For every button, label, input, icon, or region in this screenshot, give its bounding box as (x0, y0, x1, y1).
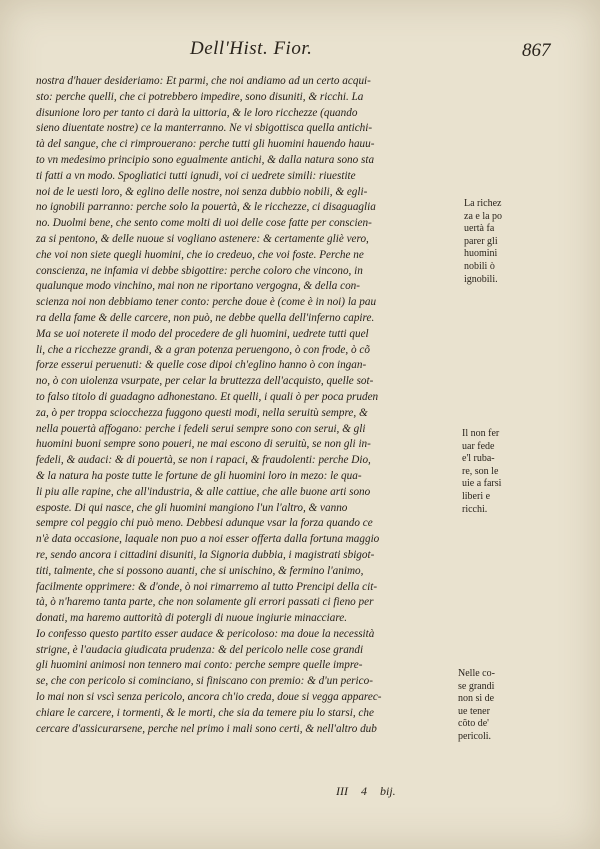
side-note-line: re, son le (462, 465, 499, 477)
text-line: qualunque modo vinchino, mai non ne riportano vergogna, & della con- (36, 280, 360, 293)
text-line: li, che a ricchezze grandi, & a gran potenza peruengono, ò con frode, ò cõ (36, 343, 370, 356)
side-note-line: uie a farsi (462, 478, 502, 490)
text-line: se, che con pericolo si cominciano, si finiscano con premio: & d'un perico- (36, 675, 373, 688)
side-note-line: cõto de' (458, 718, 489, 730)
text-line: & la natura ha poste tutte le fortune de gli huomini loro in mezo: le qua- (36, 469, 362, 482)
side-note-line: parer gli (464, 235, 498, 247)
text-line: disunione loro per tanto ci darà la uittoria, & le loro ricchezze (quando (36, 106, 358, 119)
text-line: cercare d'assicurarsene, perche nel primo i mali sono certi, & nell'altro dub (36, 722, 377, 735)
text-line: Ma se uoi noterete il modo del procedere de gli huomini, uedrete tutti quel (36, 327, 369, 340)
text-line: tà, ò n'haremo tanta parte, che non solamente gli errori passati ci fieno per (36, 596, 374, 609)
text-line: lo mai non si vscì senza pericolo, ancora ch'io creda, doue si vegga appareс- (36, 691, 382, 704)
text-line: chiare le carcere, i tormenti, & le morti, che sia da temere piu lo starsi, che (36, 706, 374, 719)
signature-mark: III 4 bij. (336, 784, 396, 798)
side-note-line: ue tener (458, 705, 490, 717)
text-line: sempre col peggio chi può meno. Debbesi adunque vsar la forza quando ce (36, 517, 373, 530)
text-line: re, sendo ancora i cittadini disuniti, la Signoria dubbia, i magistrati sbigot- (36, 548, 375, 561)
text-line: no ignobili parranno: perche solo la pouertà, & le ricchezze, ci disaguaglia (36, 201, 376, 214)
text-line: no, ò con uiolenza vsurpate, per celar la bruttezza dell'acquisto, quelle sot- (36, 375, 374, 388)
page-number: 867 (522, 40, 551, 61)
side-note-danger (458, 668, 514, 744)
side-note-line: Il non fer (462, 428, 500, 439)
text-line: tà del sangue, che ci rimprouerano: perche tutti gli huomini hauendo hauu- (36, 138, 375, 151)
side-note-line: Nelle co- (458, 668, 495, 679)
text-line: sieno diuentate nostre) ce la manterranno. Ne vi sbigottisca quella antichi- (36, 122, 373, 135)
text-line: nella pouertà affogano: perche i fedeli serui sempre sono con serui, & gli (36, 422, 366, 435)
side-note-line: e'l ruba- (462, 453, 495, 465)
text-line: facilmente opprimere: & d'onde, ò noi rimarremo al tutto Prencipi della cit- (36, 580, 378, 593)
text-line: za si pentono, & delle nuoue si vogliano astenere: & certamente gliè vero, (36, 232, 369, 245)
text-line: to falso titolo di guadagno adhonestano. Et quelli, i quali ò per poca pruden (36, 390, 379, 403)
text-line: strigne, è l'audacia giudicata prudenza: & del pericolo nelle cose grandi (36, 643, 364, 656)
text-line: Io confesso questo partito esser audace & pericoloso: ma doue la necessità (36, 627, 375, 640)
side-note-line: ignobili. (464, 273, 498, 285)
side-note-line: liberi e (462, 490, 491, 502)
side-note-line: ricchi. (462, 503, 488, 515)
text-line: ti fatti a vn modo. Spogliatici tutti ignudi, voi ci uedrete simili: riuestite (36, 169, 356, 182)
side-note-faith (462, 428, 518, 516)
side-note-line: huomini (464, 248, 498, 260)
side-note-line: uar fede (462, 440, 495, 452)
text-line: donati, ma haremo auttorità di potergli di nuoue ingiurie minacciare. (36, 612, 348, 625)
side-note-line: za e la po (464, 210, 503, 222)
side-note-line: pericoli. (458, 730, 492, 742)
main-text-block (36, 74, 464, 737)
text-line: sto: perche quelli, che ci potrebbero impedire, sono disuniti, & ricchi. La (36, 90, 364, 103)
side-note-line: non si de (458, 693, 495, 705)
text-line: li piu alle rapine, che all'industria, & alle cattiue, che alle buone arti sono (36, 485, 371, 498)
text-line: che voi non siete quegli huomini, che io credeuo, che voi foste. Perche ne (36, 248, 364, 261)
text-line: fedeli, & audaci: & di pouertà, se non i rapaci, & fraudolenti: perche Dio, (36, 454, 371, 467)
text-line: noi de le uesti loro, & eglino delle nostre, noi senza dubbio nobili, & egli- (36, 185, 368, 198)
text-line: conscienza, ne infamia vi debbe sbigottire: perche coloro che vincono, in (36, 264, 363, 277)
text-line: forze esserui peruenuti: & quelle cose dipoi ch'eglino hanno ò con ingan- (36, 359, 367, 372)
side-note-line: La richez (464, 198, 502, 209)
side-note-line: se grandi (458, 680, 495, 692)
text-line: esposte. Di qui nasce, che gli huomini mangiono l'un l'altro, & vanno (36, 501, 348, 514)
side-note-line: nobili ò (464, 260, 495, 272)
running-title: Dell'Hist. Fior. (190, 38, 313, 59)
text-line: no. Duolmi bene, che sento come molti di uoi delle cose fatte per conscien- (36, 217, 372, 230)
text-line: gli huomini animosi non tennero mai conto: perche sempre quelle impre- (36, 659, 363, 672)
text-line: n'è data occasione, laquale non puo a noi esser offerta dalla fortuna maggio (36, 533, 380, 546)
side-note-wealth (464, 198, 520, 286)
text-line: titi, talmente, che si possono auanti, che si unischino, & fermino l'animo, (36, 564, 364, 577)
text-line: za, ò per troppa sciocchezza fuggono questi modi, nella seruitù sempre, & (36, 406, 368, 419)
text-line: to vn medesimo principio sono egualmente antichi, & dalla natura sono sta (36, 153, 375, 166)
text-line: nostra d'hauer desideriamo: Et parmi, che noi andiamo ad un certo acqui- (36, 75, 371, 87)
side-note-line: uertà fa (464, 223, 495, 235)
text-line: huomini buoni sempre sono poueri, ne mai escono di seruitù, se non gli in- (36, 438, 371, 451)
text-line: scienza noi non debbiamo tener conto: perche doue è (come è in noi) la pau (36, 296, 377, 309)
text-line: ra della fame & delle carcere, non può, ne debbe quella dell'inferno capire. (36, 311, 375, 324)
